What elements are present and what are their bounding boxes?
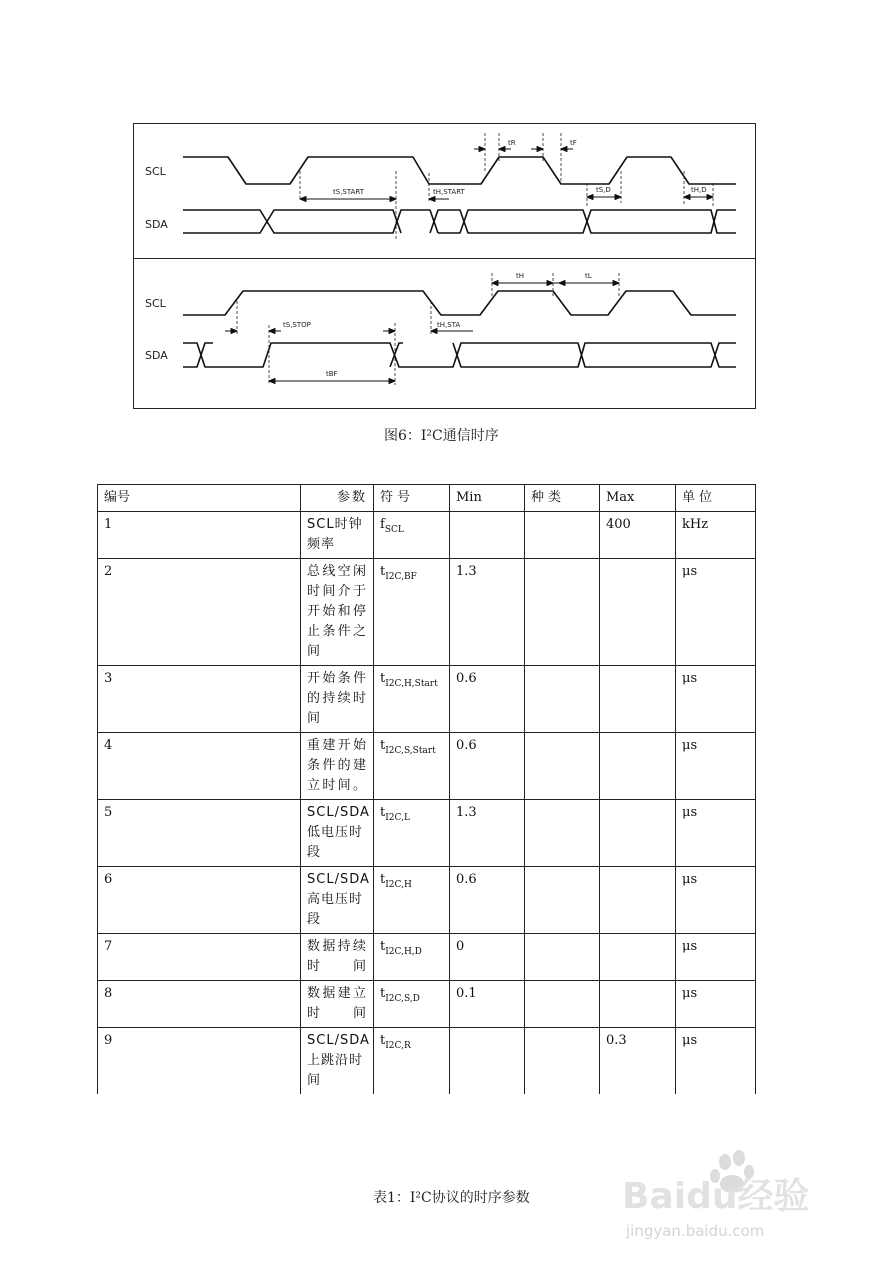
figure-caption: 图6：I²C通信时序 (384, 428, 499, 444)
bottom-scl-waveform (183, 291, 736, 315)
cell-no: 6 (98, 867, 301, 934)
cell-no: 5 (98, 800, 301, 867)
cell-unit: μs (676, 1028, 756, 1095)
table-row (98, 666, 756, 733)
cell-max (600, 559, 676, 666)
table-header-row (98, 485, 756, 512)
cell-kind (525, 800, 600, 867)
label-t-h: tH (516, 272, 525, 280)
label-t-h-start: tH,START (433, 188, 465, 196)
header-unit: 单位 (676, 485, 756, 512)
header-kind: 种类 (525, 485, 600, 512)
cell-symbol (374, 559, 450, 666)
cell-kind (525, 512, 600, 559)
symbol-base: t (380, 564, 386, 579)
symbol-subscript: I2C,H,Start (385, 679, 438, 689)
cell-min: 0.6 (450, 733, 525, 800)
cell-kind (525, 867, 600, 934)
cell-no: 9 (98, 1028, 301, 1095)
cell-kind (525, 934, 600, 981)
cell-symbol (374, 934, 450, 981)
top-scl-waveform (183, 157, 736, 184)
cell-min (450, 512, 525, 559)
cell-no: 3 (98, 666, 301, 733)
cell-param: SCL/SDA上跳沿时间 (301, 1028, 374, 1095)
symbol-base: t (380, 939, 386, 954)
cell-param: SCL时钟频率 (301, 512, 374, 559)
table-row (98, 1028, 756, 1095)
cell-max (600, 666, 676, 733)
cell-min (450, 1028, 525, 1095)
cell-kind (525, 559, 600, 666)
symbol-base: t (380, 872, 386, 887)
symbol-subscript: I2C,L (385, 813, 410, 823)
label-t-r: tR (508, 139, 516, 147)
watermark-brand: Baidu经验 (622, 1176, 810, 1217)
cell-min: 1.3 (450, 559, 525, 666)
cell-param: SCL/SDA低电压时段 (301, 800, 374, 867)
header-no: 编号 (98, 485, 301, 512)
symbol-base: f (380, 517, 385, 532)
cell-unit: μs (676, 559, 756, 666)
timing-parameters-table (97, 484, 756, 1094)
cell-unit: μs (676, 981, 756, 1028)
cell-no: 7 (98, 934, 301, 981)
cell-min: 0.1 (450, 981, 525, 1028)
top-scl-label: SCL (145, 165, 166, 178)
symbol-base: t (380, 671, 386, 686)
cell-max (600, 800, 676, 867)
cell-no: 1 (98, 512, 301, 559)
cell-no: 4 (98, 733, 301, 800)
table-row (98, 981, 756, 1028)
cell-param: 总线空闲时间介于开始和停止条件之间 (301, 559, 374, 666)
cell-param: SCL/SDA高电压时段 (301, 867, 374, 934)
table-row (98, 800, 756, 867)
cell-param: 开始条件的持续时间 (301, 666, 374, 733)
symbol-subscript: I2C,R (385, 1041, 411, 1051)
cell-kind (525, 1028, 600, 1095)
watermark-url: jingyan.baidu.com (626, 1222, 765, 1240)
symbol-subscript: I2C,H (385, 880, 412, 890)
cell-max (600, 934, 676, 981)
header-min: Min (450, 485, 525, 512)
label-t-s-start: tS,START (333, 188, 365, 196)
bottom-scl-label: SCL (145, 297, 166, 310)
symbol-subscript: I2C,BF (385, 572, 417, 582)
header-param: 参数 (301, 485, 374, 512)
cell-min: 0.6 (450, 867, 525, 934)
cell-kind (525, 666, 600, 733)
symbol-base: t (380, 805, 386, 820)
header-symbol: 符号 (374, 485, 450, 512)
cell-min: 0.6 (450, 666, 525, 733)
symbol-base: t (380, 738, 386, 753)
table-row (98, 867, 756, 934)
cell-symbol (374, 800, 450, 867)
top-sda-label: SDA (145, 218, 168, 231)
cell-kind (525, 733, 600, 800)
cell-unit: μs (676, 733, 756, 800)
label-t-s-d: tS,D (596, 186, 611, 194)
cell-symbol (374, 666, 450, 733)
label-t-h-sta: tH,STA (437, 321, 461, 329)
table-row (98, 934, 756, 981)
table-row (98, 559, 756, 666)
cell-unit: μs (676, 666, 756, 733)
cell-no: 2 (98, 559, 301, 666)
symbol-subscript: I2C,S,Start (385, 746, 436, 756)
label-t-f: tF (570, 139, 577, 147)
cell-unit: μs (676, 934, 756, 981)
cell-symbol (374, 1028, 450, 1095)
label-t-l: tL (585, 272, 592, 280)
table-row (98, 512, 756, 559)
baidu-jingyan-watermark (622, 1148, 862, 1248)
cell-symbol (374, 733, 450, 800)
table-row (98, 733, 756, 800)
cell-param: 重建开始条件的建立时间。 (301, 733, 374, 800)
header-max: Max (600, 485, 676, 512)
table-caption: 表1：I²C协议的时序参数 (373, 1190, 530, 1206)
cell-no: 8 (98, 981, 301, 1028)
symbol-subscript: I2C,H,D (385, 947, 422, 957)
bottom-sda-waveform (183, 343, 736, 367)
label-t-bf: tBF (326, 370, 338, 378)
label-t-h-d: tH,D (691, 186, 707, 194)
cell-max (600, 981, 676, 1028)
cell-min: 1.3 (450, 800, 525, 867)
cell-param: 数据建立时间 (301, 981, 374, 1028)
cell-kind (525, 981, 600, 1028)
symbol-subscript: SCL (384, 525, 404, 535)
cell-max (600, 867, 676, 934)
bottom-panel (145, 272, 736, 385)
symbol-subscript: I2C,S,D (385, 994, 420, 1004)
cell-symbol (374, 981, 450, 1028)
cell-unit: μs (676, 800, 756, 867)
label-t-s-stop: tS,STOP (283, 321, 311, 329)
top-sda-waveform (183, 210, 736, 233)
top-panel (145, 133, 736, 241)
cell-max (600, 733, 676, 800)
cell-unit: μs (676, 867, 756, 934)
cell-unit: kHz (676, 512, 756, 559)
cell-min: 0 (450, 934, 525, 981)
cell-symbol (374, 512, 450, 559)
cell-symbol (374, 867, 450, 934)
i2c-timing-diagram (133, 123, 756, 409)
symbol-base: t (380, 1033, 386, 1048)
cell-param: 数据持续时间 (301, 934, 374, 981)
bottom-sda-label: SDA (145, 349, 168, 362)
cell-max: 400 (600, 512, 676, 559)
cell-max: 0.3 (600, 1028, 676, 1095)
symbol-base: t (380, 986, 386, 1001)
